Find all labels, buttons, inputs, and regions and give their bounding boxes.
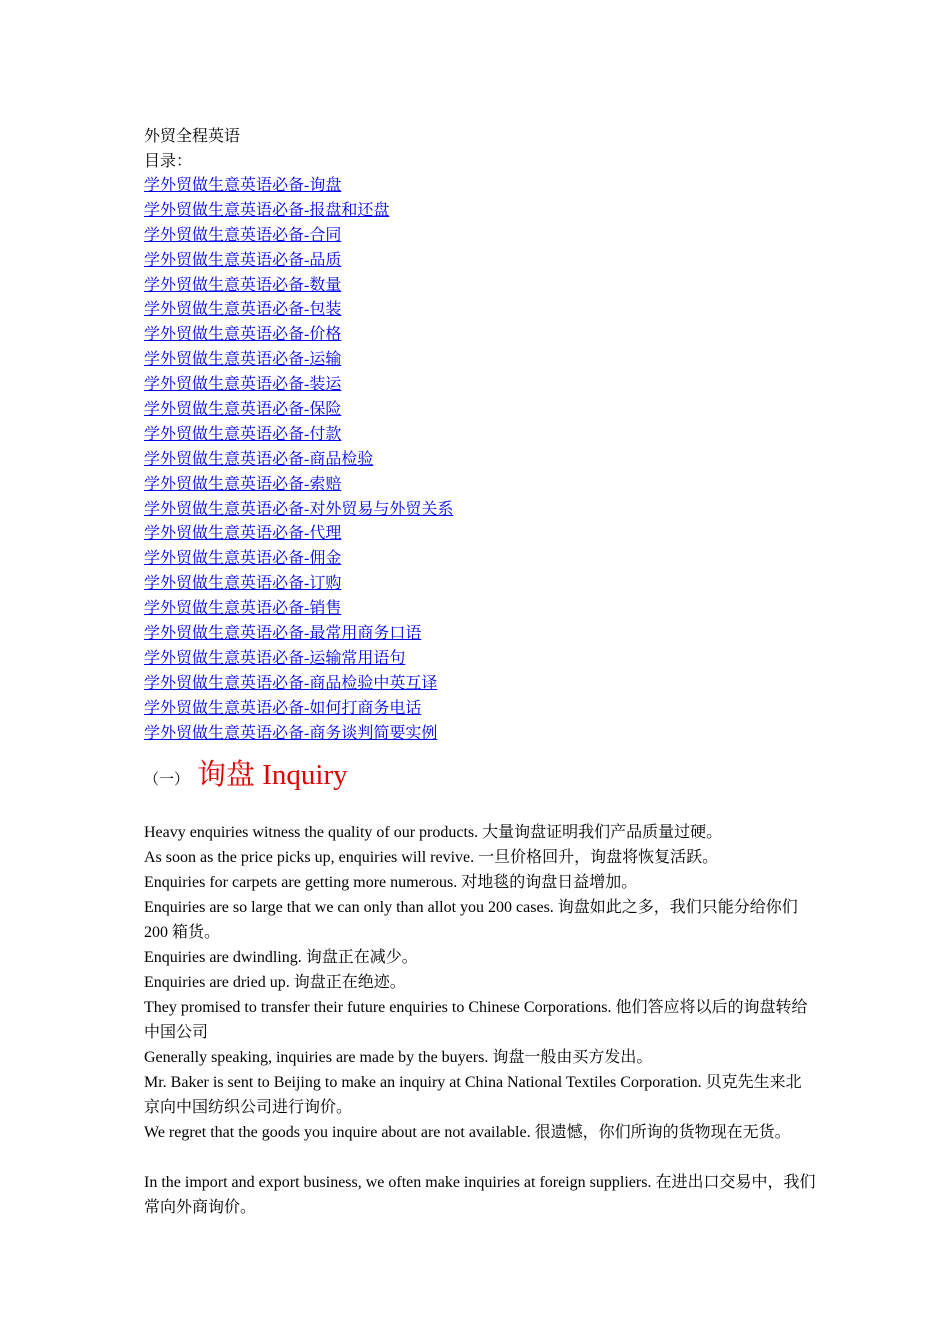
table-of-contents: [144, 174, 824, 746]
sentence: Generally speaking, inquiries are made by the buyers. 询盘一般由买方发出。: [144, 1049, 653, 1067]
sentence: Heavy enquiries witness the quality of our products. 大量询盘证明我们产品质量过硬。: [144, 824, 723, 842]
toc-link-price[interactable]: 学外贸做生意英语必备-价格: [144, 326, 342, 344]
toc-link-quality[interactable]: 学外贸做生意英语必备-品质: [144, 251, 342, 269]
sentence: Mr. Baker is sent to Beijing to make an inquiry at China National Textiles Corporation. 贝克先生来北京向中国纺织公司进行询价。: [144, 1074, 802, 1117]
toc-link-inspection[interactable]: 学外贸做生意英语必备-商品检验: [144, 450, 374, 468]
toc-link-negotiation-examples[interactable]: 学外贸做生意英语必备-商务谈判简要实例: [144, 724, 438, 742]
toc-link-packing[interactable]: 学外贸做生意英语必备-包装: [144, 301, 342, 319]
sentence: We regret that the goods you inquire about are not available. 很遗憾，你们所询的货物现在无货。: [144, 1124, 791, 1142]
sentence: As soon as the price picks up, enquiries will revive. 一旦价格回升，询盘将恢复活跃。: [144, 849, 719, 867]
doc-title: 外贸全程英语: [144, 128, 241, 145]
toc-link-claims[interactable]: 学外贸做生意英语必备-索赔: [144, 475, 342, 493]
document-page: [144, 124, 824, 1220]
toc-link-business-phone[interactable]: 学外贸做生意英语必备-如何打商务电话: [144, 699, 422, 717]
sentence: They promised to transfer their future enquiries to Chinese Corporations. 他们答应将以后的询盘转给中国公司: [144, 999, 808, 1042]
toc-link-ordering[interactable]: 学外贸做生意英语必备-订购: [144, 575, 342, 593]
toc-link-offer-counteroffer[interactable]: 学外贸做生意英语必备-报盘和还盘: [144, 201, 390, 219]
toc-link-transport[interactable]: 学外贸做生意英语必备-运输: [144, 351, 342, 369]
section-number: （一）: [144, 772, 190, 789]
toc-link-agency[interactable]: 学外贸做生意英语必备-代理: [144, 525, 342, 543]
toc-link-quantity[interactable]: 学外贸做生意英语必备-数量: [144, 276, 342, 294]
sentence: Enquiries are dried up. 询盘正在绝迹。: [144, 974, 406, 992]
toc-link-contract[interactable]: 学外贸做生意英语必备-合同: [144, 226, 342, 244]
sentence-list: [144, 820, 824, 1220]
toc-link-foreign-trade[interactable]: 学外贸做生意英语必备-对外贸易与外贸关系: [144, 500, 454, 518]
section-title: 询盘 Inquiry: [197, 759, 348, 792]
sentence: Enquiries are dwindling. 询盘正在减少。: [144, 949, 418, 967]
sentence-final: In the import and export business, we often make inquiries at foreign suppliers. 在进出口交易中，我们常向外商询价。: [144, 1174, 816, 1217]
toc-link-sales[interactable]: 学外贸做生意英语必备-销售: [144, 600, 342, 618]
section-heading: [144, 752, 824, 796]
toc-link-business-oral[interactable]: 学外贸做生意英语必备-最常用商务口语: [144, 625, 422, 643]
paragraph-gap: [144, 1145, 824, 1170]
toc-link-payment[interactable]: 学外贸做生意英语必备-付款: [144, 425, 342, 443]
toc-link-inspection-translation[interactable]: 学外贸做生意英语必备-商品检验中英互译: [144, 674, 438, 692]
toc-link-insurance[interactable]: 学外贸做生意英语必备-保险: [144, 401, 342, 419]
toc-label: 目录：: [144, 153, 193, 170]
toc-link-inquiry[interactable]: 学外贸做生意英语必备-询盘: [144, 177, 342, 194]
toc-link-transport-phrases[interactable]: 学外贸做生意英语必备-运输常用语句: [144, 649, 406, 667]
toc-link-commission[interactable]: 学外贸做生意英语必备-佣金: [144, 550, 342, 568]
sentence: Enquiries are so large that we can only than allot you 200 cases. 询盘如此之多，我们只能分给你们 200 箱货。: [144, 899, 798, 942]
sentence: Enquiries for carpets are getting more numerous. 对地毯的询盘日益增加。: [144, 874, 638, 892]
toc-link-shipment[interactable]: 学外贸做生意英语必备-装运: [144, 376, 342, 394]
